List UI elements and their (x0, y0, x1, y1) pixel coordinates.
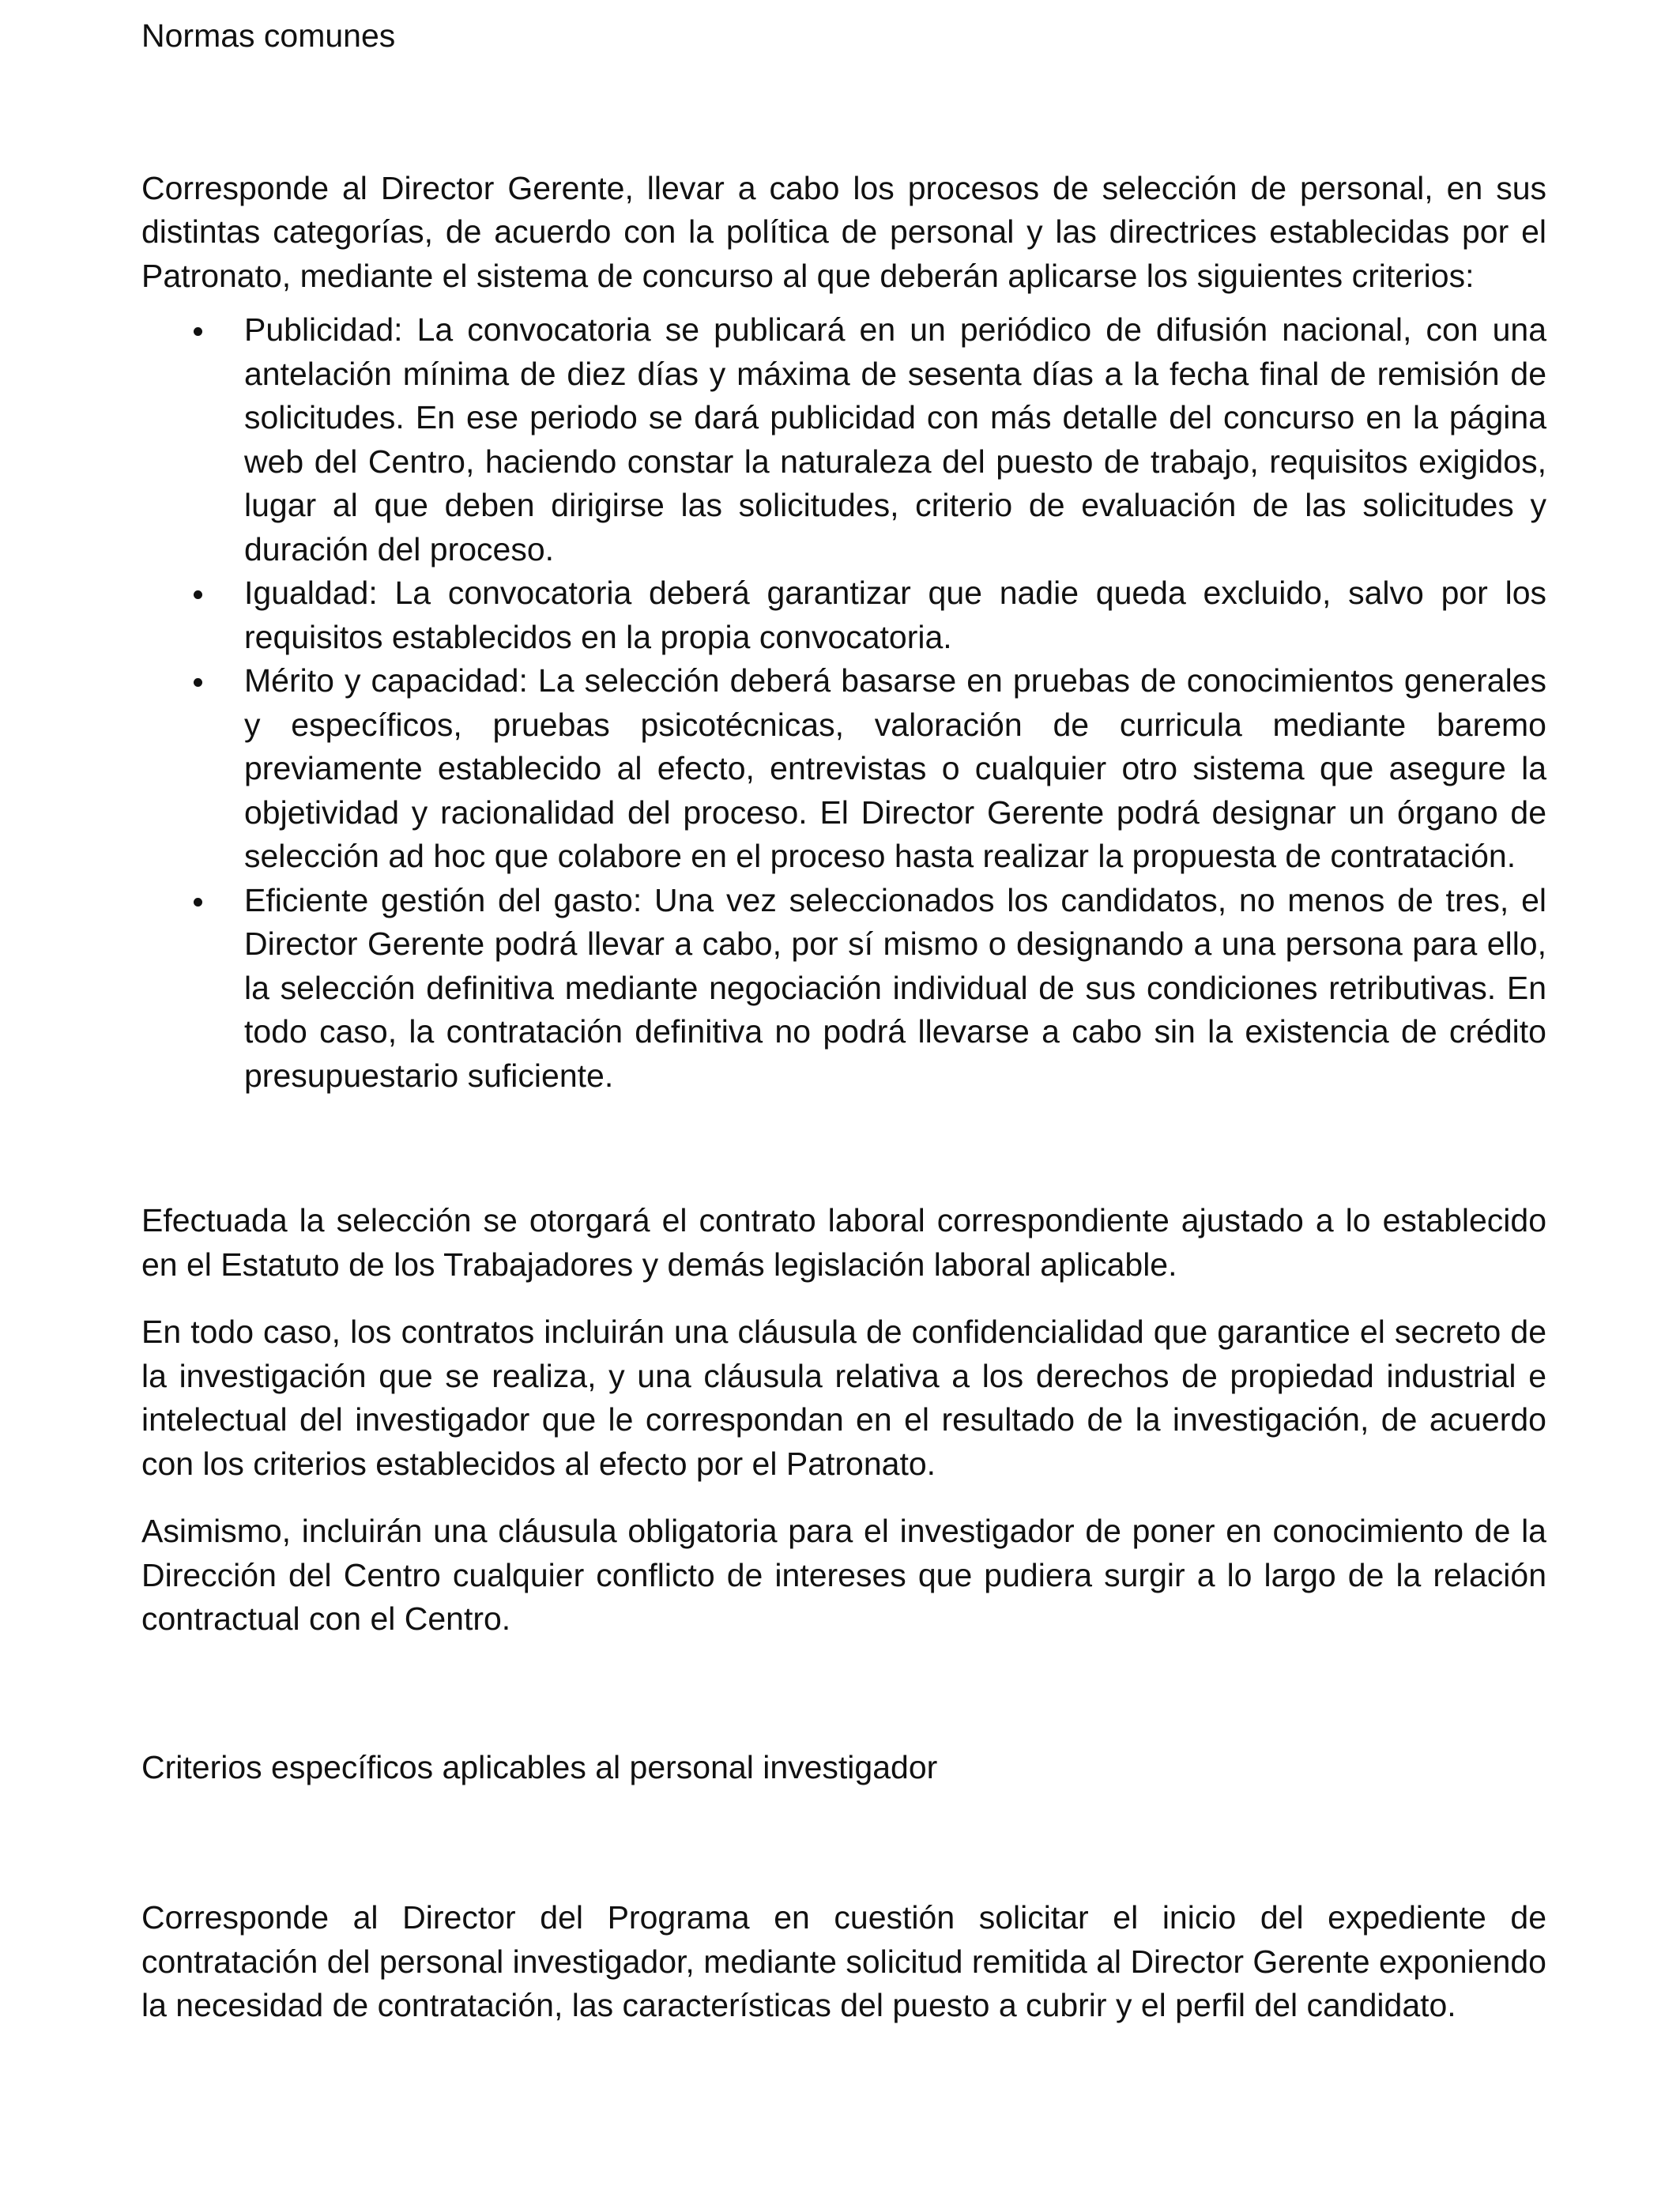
criteria-text: Mérito y capacidad: La selección deberá basarse en pruebas de conocimientos generales y específicos, pruebas psicotécnicas, valoración de curricula mediante baremo previamente establecido al efecto, entrevistas o cualquier otro sistema que asegure la objetividad y racionalidad del proceso. El Director Gerente podrá designar un órgano de selección ad hoc que colabore en el proceso hasta realizar la propuesta de contratación. (244, 662, 1546, 874)
confidentiality-paragraph: En todo caso, los contratos incluirán una cláusula de confidencialidad que garantice el secreto de la investigación que se realiza, y una cláusula relativa a los derechos de propiedad industrial e intelectual del investigador que le correspondan en el resultado de la investigación, de acuerdo con los criterios establecidos al efecto por el Patronato. (141, 1314, 1546, 1482)
bullet-icon (194, 590, 202, 599)
researcher-hiring-paragraph: Corresponde al Director del Programa en cuestión solicitar el inicio del expediente de contratación del personal investigador, mediante solicitud remitida al Director Gerente exponiendo la necesidad de contratación, las características del puesto a cubrir y el perfil del candidato. (141, 1899, 1546, 2023)
criteria-list (141, 308, 1546, 1098)
conflict-of-interest-paragraph: Asimismo, incluirán una cláusula obligatoria para el investigador de poner en conocimiento de la Dirección del Centro cualquier conflicto de intereses que pudiera surgir a lo largo de la relación contractual con el Centro. (141, 1513, 1546, 1637)
criteria-text: Eficiente gestión del gasto: Una vez seleccionados los candidatos, no menos de tres, el Director Gerente podrá llevar a cabo, por sí mismo o designando a una persona para ello, la selección definitiva mediante negociación individual de sus condiciones retributivas. En todo caso, la contratación definitiva no podrá llevarse a cabo sin la existencia de crédito presupuestario suficiente. (244, 881, 1546, 1094)
contract-paragraph: Efectuada la selección se otorgará el contrato laboral correspondiente ajustado a lo establecido en el Estatuto de los Trabajadores y demás legislación laboral aplicable. (141, 1202, 1546, 1283)
criteria-list-item-gasto (141, 879, 1546, 1099)
bullet-icon (194, 898, 202, 907)
criteria-list-item-publicidad (141, 308, 1546, 571)
section-heading-criterios-especificos: Criterios específicos aplicables al personal investigador (141, 1748, 938, 1785)
criteria-list-item-igualdad (141, 571, 1546, 659)
intro-paragraph: Corresponde al Director Gerente, llevar a cabo los procesos de selección de personal, en sus distintas categorías, de acuerdo con la política de personal y las directrices establecidas por el Patronato, mediante el sistema de concurso al que deberán aplicarse los siguientes criterios: (141, 169, 1546, 294)
criteria-list-item-merito (141, 659, 1546, 879)
bullet-icon (194, 678, 202, 687)
document-page (141, 14, 1546, 2028)
bullet-icon (194, 327, 202, 336)
criteria-text: Igualdad: La convocatoria deberá garantizar que nadie queda excluido, salvo por los requisitos establecidos en la propia convocatoria. (244, 575, 1546, 655)
criteria-text: Publicidad: La convocatoria se publicará en un periódico de difusión nacional, con una antelación mínima de diez días y máxima de sesenta días a la fecha final de remisión de solicitudes. En ese periodo se dará publicidad con más detalle del concurso en la página web del Centro, haciendo constar la naturaleza del puesto de trabajo, requisitos exigidos, lugar al que deben dirigirse las solicitudes, criterio de evaluación de las solicitudes y duración del proceso. (244, 311, 1546, 567)
section-heading-normas-comunes: Normas comunes (141, 17, 396, 54)
